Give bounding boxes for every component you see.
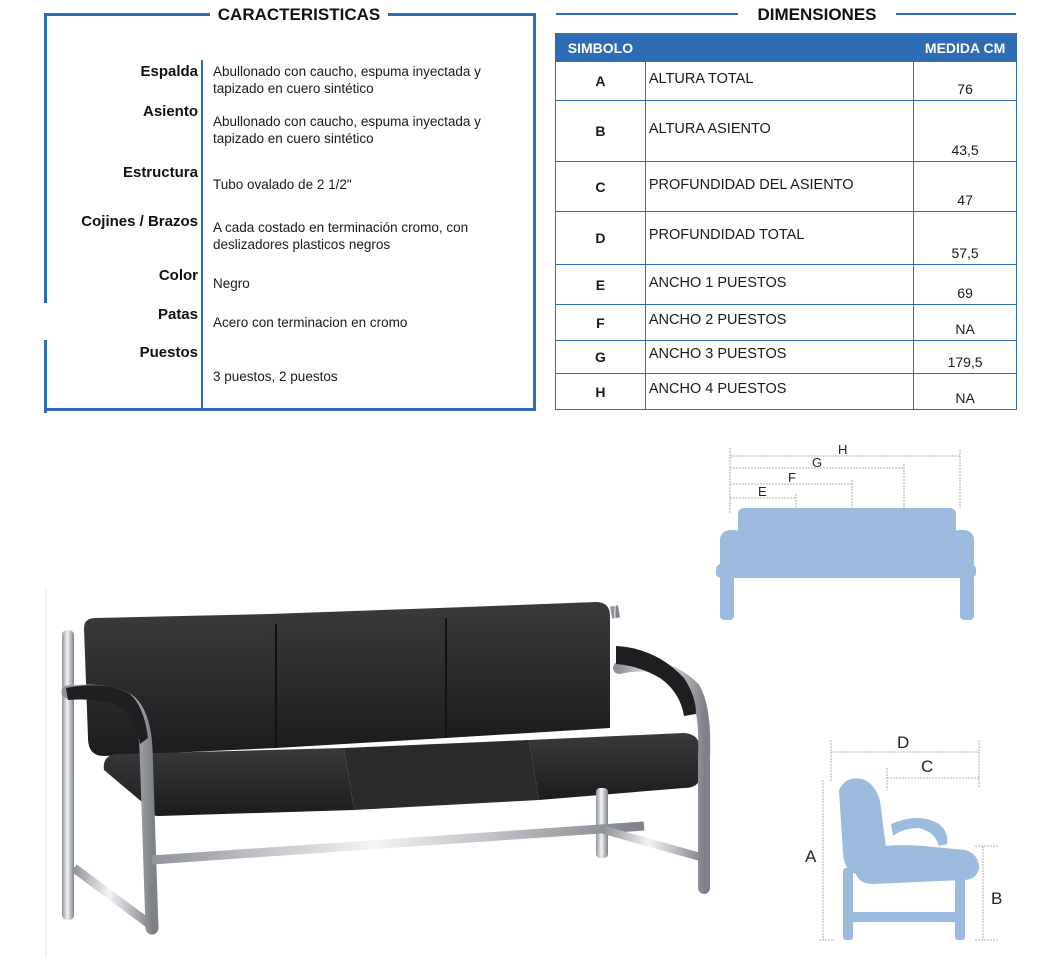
side-label-d: D — [897, 733, 910, 752]
dimensions-table — [555, 33, 1017, 410]
header-description — [645, 34, 913, 62]
char-label-espalda: Espalda — [140, 63, 198, 80]
symbol-cell: B — [556, 101, 646, 162]
front-view-diagram — [712, 438, 977, 628]
char-value-puestos: 3 puestos, 2 puestos — [213, 369, 338, 384]
description-cell: ANCHO 3 PUESTOS — [645, 341, 913, 374]
char-value-color: Negro — [213, 276, 250, 291]
side-chair-silhouette — [839, 778, 979, 940]
char-label-cojines: Cojines / Brazos — [81, 213, 198, 230]
front-label-h: H — [838, 442, 848, 457]
description-cell: PROFUNDIDAD TOTAL — [645, 212, 913, 265]
value-cell: 43,5 — [914, 101, 1017, 162]
table-row — [556, 162, 1017, 212]
symbol-cell: H — [556, 374, 646, 410]
description-cell: ANCHO 1 PUESTOS — [645, 265, 913, 305]
side-label-a: A — [805, 847, 817, 866]
value-cell: 69 — [914, 265, 1017, 305]
header-simbolo: SIMBOLO — [556, 34, 646, 62]
char-label-asiento: Asiento — [142, 103, 198, 120]
table-row — [556, 62, 1017, 101]
front-sofa-silhouette — [716, 508, 976, 620]
front-label-f: F — [788, 470, 796, 485]
table-row — [556, 265, 1017, 305]
value-cell: 57,5 — [914, 212, 1017, 265]
dimensions-title: DIMENSIONES — [738, 2, 896, 28]
front-label-g: G — [812, 455, 823, 470]
table-row — [556, 305, 1017, 341]
description-cell: ALTURA TOTAL — [645, 62, 913, 101]
description-cell: ALTURA ASIENTO — [645, 101, 913, 162]
description-cell: ANCHO 4 PUESTOS — [645, 374, 913, 410]
description-cell: PROFUNDIDAD DEL ASIENTO — [645, 162, 913, 212]
dimensions-header-row — [556, 34, 1017, 62]
value-cell: 47 — [914, 162, 1017, 212]
char-value-asiento: Abullonado con caucho, espuma inyectada y tapizado en cuero sintético — [213, 114, 481, 146]
char-value-patas: Acero con terminacion en cromo — [213, 315, 408, 330]
characteristics-title: CARACTERISTICAS — [210, 2, 388, 28]
side-label-c: C — [921, 757, 934, 776]
char-label-puestos: Puestos — [139, 344, 198, 361]
table-row — [556, 212, 1017, 265]
description-cell: ANCHO 2 PUESTOS — [645, 305, 913, 341]
symbol-cell: A — [556, 62, 646, 101]
value-cell: 179,5 — [914, 341, 1017, 374]
header-medida: MEDIDA CM — [914, 34, 1017, 62]
seat-cushion-middle — [344, 740, 539, 810]
table-row — [556, 101, 1017, 162]
char-label-patas: Patas — [157, 306, 198, 323]
frame-left-post — [62, 630, 74, 920]
char-label-color: Color — [158, 267, 198, 284]
characteristics-border-left-lower — [44, 340, 47, 413]
characteristics-border-left — [44, 13, 47, 303]
char-value-cojines: A cada costado en terminación cromo, con deslizadores plasticos negros — [213, 220, 469, 252]
armrest-right — [616, 646, 696, 716]
symbol-cell: F — [556, 305, 646, 341]
symbol-cell: E — [556, 265, 646, 305]
table-row — [556, 374, 1017, 410]
char-label-estructura: Estructura — [122, 164, 198, 181]
symbol-cell: C — [556, 162, 646, 212]
characteristics-divider — [201, 60, 203, 411]
back-cushion-left — [84, 614, 276, 756]
value-cell: 76 — [914, 62, 1017, 101]
seat-cushion-right — [529, 733, 700, 800]
char-value-espalda: Abullonado con caucho, espuma inyectada y tapizado en cuero sintético — [213, 64, 481, 96]
value-cell: NA — [914, 305, 1017, 341]
char-value-estructura: Tubo ovalado de 2 1/2" — [213, 177, 352, 192]
value-cell: NA — [914, 374, 1017, 410]
back-cushion-right — [439, 602, 610, 738]
table-row — [556, 341, 1017, 374]
back-cushion-middle — [269, 608, 446, 748]
side-view-diagram — [795, 728, 1010, 948]
symbol-cell: D — [556, 212, 646, 265]
front-label-e: E — [758, 484, 767, 499]
side-label-b: B — [991, 889, 1003, 908]
symbol-cell: G — [556, 341, 646, 374]
sofa-photo — [44, 588, 724, 958]
